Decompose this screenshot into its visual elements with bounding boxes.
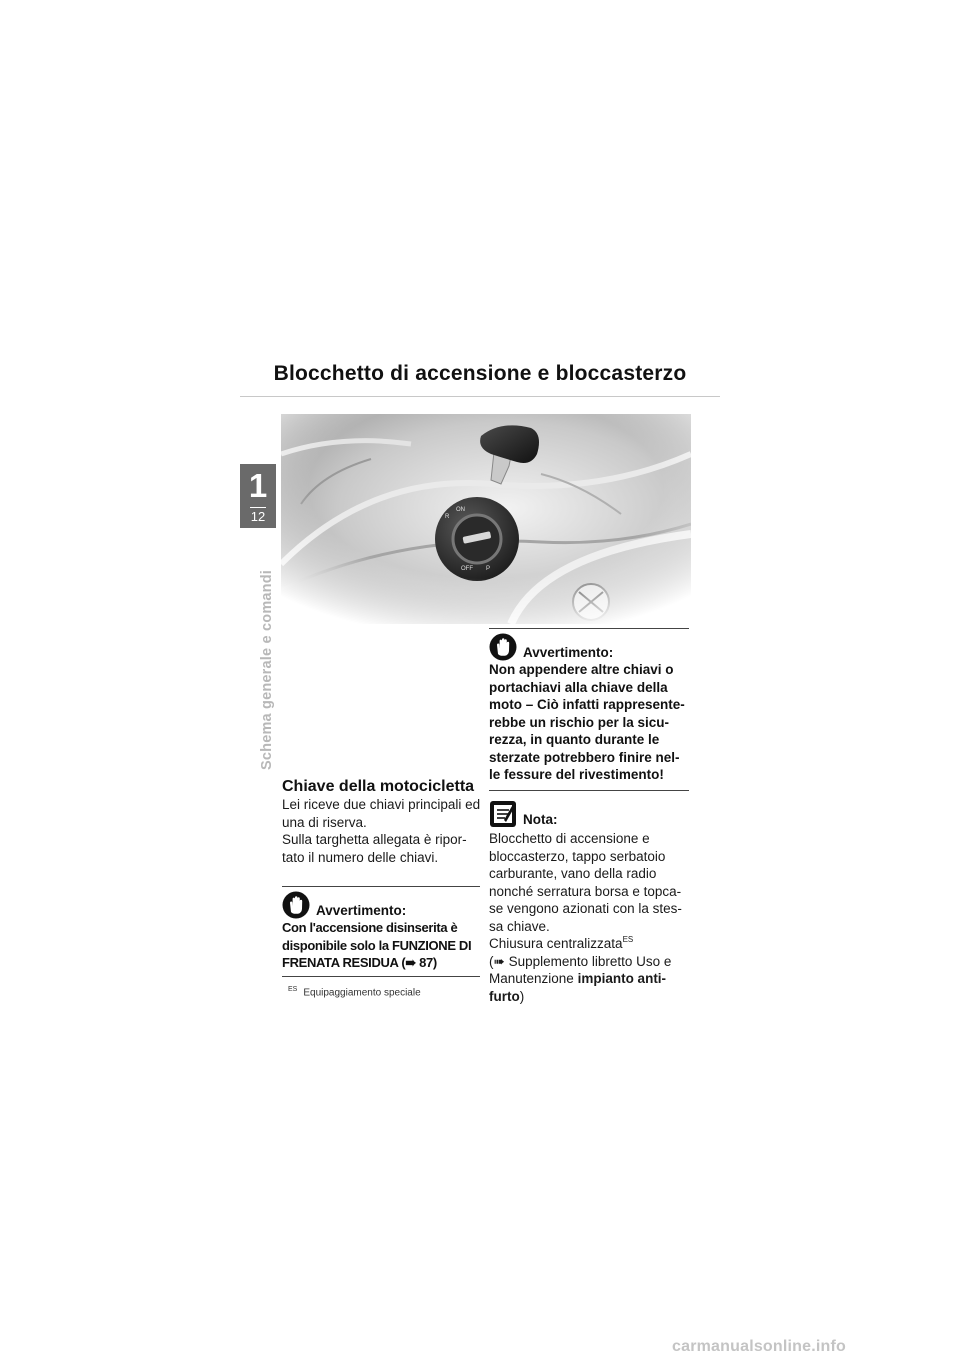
warning-label: Avvertimento: xyxy=(523,645,614,660)
arrow-icon: ➠ xyxy=(405,955,416,970)
special-equipment-mark: ES xyxy=(622,935,634,944)
note-header xyxy=(489,796,689,828)
warning-text: Non appendere altre chiavi o portachiavi alla chiave della moto – Ciò infatti rappresente-rebbe un rischio per la sicu-rezza, in quanto durante le sterzate potrebbero finire nel-le fessure del rivestimento! xyxy=(489,662,685,782)
warning-text: Con l'accensione disinserita è disponibile solo la FUNZIONE DI FRENATA RESIDUA ( xyxy=(282,920,472,970)
ref-topic: impianto anti-furto xyxy=(489,971,667,1004)
footnote-mark: ES xyxy=(288,986,298,993)
warning-header xyxy=(489,629,689,661)
watermark: carmanualsonline.info xyxy=(672,1338,847,1355)
note-label: Nota: xyxy=(523,812,558,827)
key-section xyxy=(282,778,482,866)
warning-box-brake xyxy=(282,886,480,977)
ref-open: ( xyxy=(489,953,494,969)
title-divider xyxy=(240,396,720,397)
chapter-divider xyxy=(250,507,266,508)
note-section xyxy=(489,796,689,1005)
side-chapter-title: Schema generale e comandi xyxy=(259,569,275,770)
footnote xyxy=(288,986,421,998)
ignition-lock-photo xyxy=(281,414,691,624)
page-title: Blocchetto di accensione e bloccasterzo xyxy=(273,362,687,385)
page-number: 12 xyxy=(250,509,266,524)
paragraph-tag: Sulla targhetta allegata è ripor-tato il numero delle chiavi. xyxy=(282,832,467,865)
page-ref: 87) xyxy=(415,955,437,970)
hand-warning-icon xyxy=(489,633,517,661)
hand-warning-icon xyxy=(282,891,310,919)
chapter-number: 1 xyxy=(248,467,268,504)
ref-text: Supplemento libretto Uso e Manutenzione xyxy=(489,953,672,986)
section-heading: Chiave della motocicletta xyxy=(282,778,475,795)
warning-box-key-rings xyxy=(489,628,689,791)
arrow-icon: ➠ xyxy=(493,953,505,969)
footnote-text: Equipaggiamento speciale xyxy=(303,987,421,999)
paragraph-keys: Lei riceve due chiavi principali ed una di riserva. xyxy=(282,797,481,830)
note-icon xyxy=(489,800,517,828)
warning-header xyxy=(282,887,480,919)
central-locking-text: Chiusura centralizzata xyxy=(489,936,623,951)
note-text: Blocchetto di accensione e bloccasterzo, tappo serbatoio carburante, vano della radio nonché serratura borsa e topca-se vengono azionati con la stes-sa chiave. xyxy=(489,831,682,934)
ref-close: ) xyxy=(519,988,525,1004)
warning-label: Avvertimento: xyxy=(316,903,407,918)
